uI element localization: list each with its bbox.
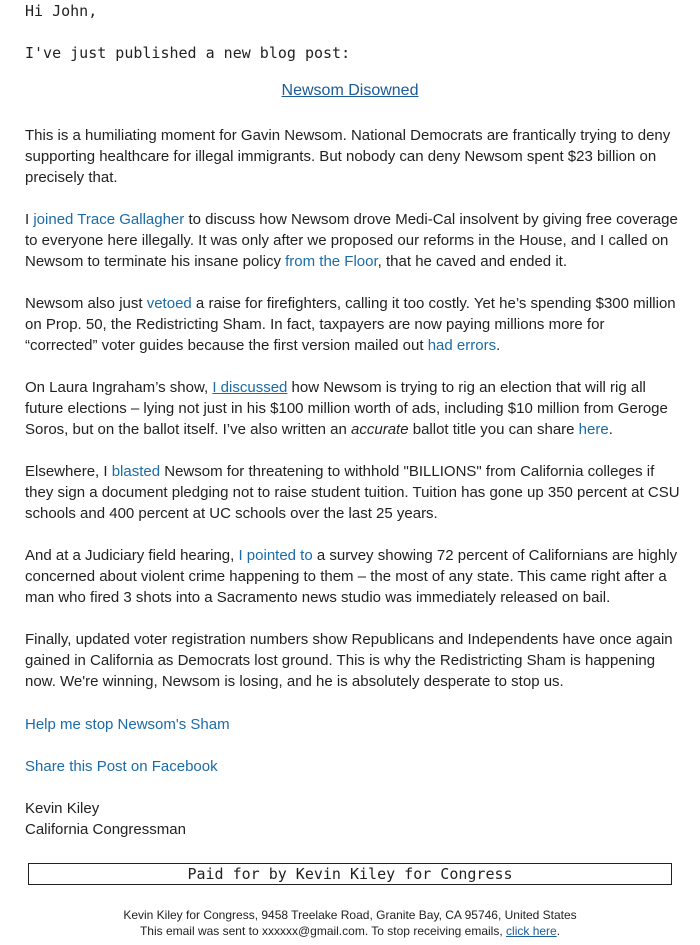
- paragraph-firefighters: Newsom also just vetoed a raise for firefighters, calling it too costly. Yet he’s spending $300 million on Prop. 50, the Redistricting Sham. In fact, taxpayers are now paying millions more for “corrected” voter guides because the first version mailed out had errors.: [25, 295, 676, 354]
- link-vetoed[interactable]: vetoed: [146, 295, 192, 312]
- signature-title: California Congressman: [25, 821, 186, 838]
- signature-name: Kevin Kiley: [25, 800, 100, 817]
- help-stop-sham-link[interactable]: Help me stop Newsom's Sham: [25, 716, 230, 733]
- intro-line: I've just published a new blog post:: [25, 44, 351, 62]
- link-i-pointed-to[interactable]: I pointed to: [238, 547, 313, 564]
- cta-help-row: [25, 714, 680, 735]
- unsubscribe-link[interactable]: click here: [506, 924, 557, 938]
- paid-for-disclaimer: Paid for by Kevin Kiley for Congress: [28, 863, 672, 885]
- signature: [25, 798, 680, 840]
- footer-address: Kevin Kiley for Congress, 9458 Treelake Road, Granite Bay, CA 95746, United States: [123, 908, 577, 922]
- email-footer: [0, 907, 700, 939]
- link-blasted[interactable]: blasted: [111, 463, 161, 480]
- share-facebook-link[interactable]: Share this Post on Facebook: [25, 758, 218, 775]
- link-from-the-floor[interactable]: from the Floor: [285, 253, 378, 270]
- paragraph-registration: Finally, updated voter registration numbers show Republicans and Independents have once again gained in California as Democrats lost ground. This is why the Redistricting Sham is happening now. We're winning, Newsom is losing, and he is absolutely desperate to stop us.: [25, 631, 673, 690]
- paragraph-medi-cal: I joined Trace Gallagher to discuss how Newsom drove Medi-Cal insolvent by giving free coverage to everyone here illegally. It was only after we proposed our reforms in the House, and I called on Newsom to terminate his insane policy from the Floor, that he caved and ended it.: [25, 211, 678, 270]
- link-joined-trace-gallagher[interactable]: joined Trace Gallagher: [33, 211, 185, 228]
- post-title: [0, 82, 700, 100]
- post-title-link[interactable]: Newsom Disowned: [281, 82, 419, 99]
- cta-share-row: [25, 756, 680, 777]
- paragraph-ingraham: On Laura Ingraham’s show, I discussed how Newsom is trying to rig an election that will rig all future elections – lying not just in his $100 million worth of ads, including $10 million from Geroge Soros, but on the ballot itself. I’ve also written an accurate ballot title you can share here.: [25, 379, 668, 438]
- paragraph-intro: This is a humiliating moment for Gavin Newsom. National Democrats are frantically trying to deny supporting healthcare for illegal immigrants. But nobody can deny Newsom spent $23 billion on precisely that.: [25, 127, 671, 186]
- footer-sent-to: This email was sent to xxxxxx@gmail.com. To stop receiving emails, click here.: [139, 924, 561, 938]
- greeting: Hi John,: [25, 2, 98, 20]
- paragraph-crime: And at a Judiciary field hearing, I pointed to a survey showing 72 percent of Californians are highly concerned about violent crime happening to them – the most of any state. This came right after a man who fired 3 shots into a Sacramento news studio was immediately released on bail.: [25, 547, 678, 606]
- link-i-discussed[interactable]: I discussed: [212, 379, 288, 396]
- paragraph-tuition: Elsewhere, I blasted Newsom for threatening to withhold "BILLIONS" from California colleges if they sign a document pledging not to raise student tuition. Tuition has gone up 350 percent at CSU schools and 400 percent at UC schools over the last 25 years.: [25, 463, 680, 522]
- link-had-errors[interactable]: had errors: [427, 337, 497, 354]
- link-here[interactable]: here: [578, 421, 609, 438]
